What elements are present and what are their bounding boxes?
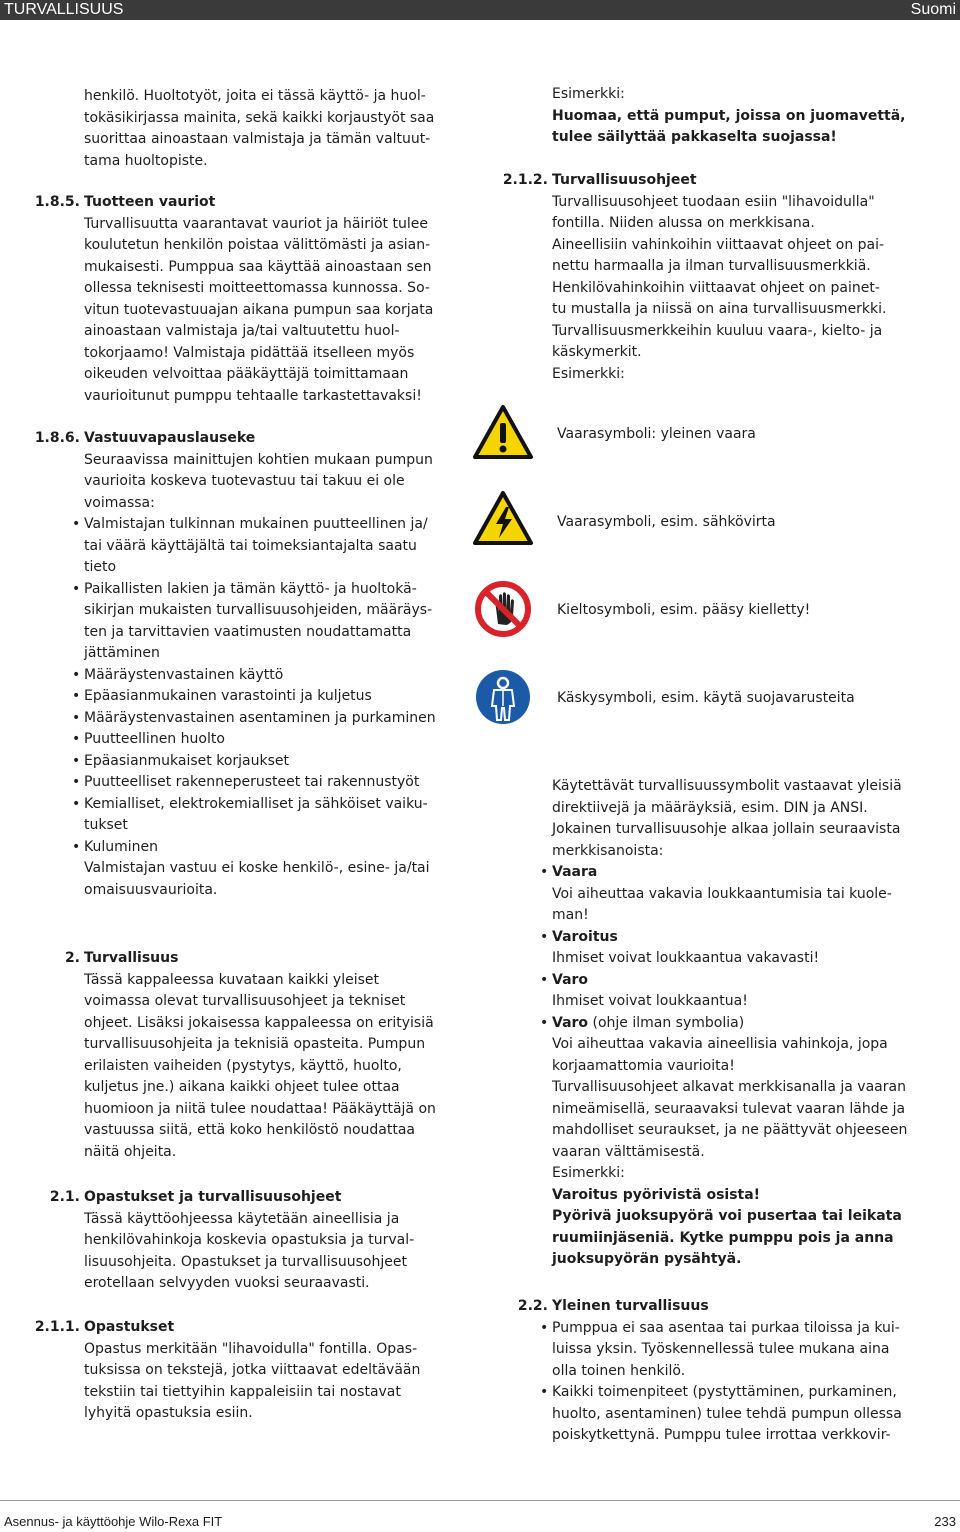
- list-item: • Puutteelliset rakenneperusteet tai rakennustyöt: [84, 772, 454, 794]
- section-number: 2.2.: [517, 1298, 548, 1314]
- page-number: 233: [934, 1514, 956, 1529]
- section-2-2: [517, 1296, 922, 1447]
- section-2-1-1: 2.1.1. Opastukset Opastus merkitään "lihavoidulla" fontilla. Opas- tuksissa on tekstejä, jotka viittaavat edeltävään tekstiin tai tiettyihin kappaleisiin tai nostavat lyhyitä opastuksia esiin.: [84, 1317, 444, 1425]
- header-section-title: TURVALLISUUS: [4, 1, 124, 18]
- section-title: Opastukset ja turvallisuusohjeet: [84, 1189, 342, 1205]
- section-2-1: 2.1. Opastukset ja turvallisuusohjeet Tässä käyttöohjeessa käytetään aineellisia ja henkilövahinkoja koskevia opastuksia ja turval- lisuusohjeita. Opastukset ja turvallisuusohjeet erotellaan selvyyden vuoksi seuraavasti.: [84, 1187, 444, 1295]
- section-title: Vastuuvapauslauseke: [84, 430, 256, 446]
- section-number: 2.1.2.: [502, 172, 548, 188]
- list-item: • Varo (ohje ilman symbolia) Voi aiheuttaa vakavia aineellisia vahinkoja, jopa korjaamattomia vaurioita!: [552, 1013, 922, 1078]
- list-item: • Määräystenvastainen käyttö: [84, 665, 454, 687]
- symbol-label: Kieltosymboli, esim. pääsy kielletty!: [557, 602, 811, 618]
- list-item: • Kuluminen: [84, 837, 454, 859]
- list-item: • Puutteellinen huolto: [84, 729, 454, 751]
- footer-divider: [0, 1500, 960, 1501]
- list-item: • Vaara Voi aiheuttaa vakavia loukkaantumisia tai kuole- man!: [552, 862, 922, 927]
- section-title: Yleinen turvallisuus: [552, 1298, 709, 1314]
- symbol-label: Vaarasymboli, esim. sähkövirta: [557, 514, 776, 530]
- section-2: 2. Turvallisuus Tässä kappaleessa kuvataan kaikki yleiset voimassa olevat turvallisuusohjeet ja tekniset ohjeet. Lisäksi jokaisessa kappaleessa on erityisiä turvallisuusohjeita ja teknisiä opasteita. Pumpun erilaisten vaiheiden (pystytys, käyttö, huolto, kuljetus jne.) aikana kaikki ohjeet tulee ottaa huomioon ja niitä tulee noudattaa! Pääkäyttäjä on vastuussa siitä, että koko henkilöstö noudattaa näitä ohjeita.: [84, 948, 444, 1163]
- general-safety-list: [552, 1318, 922, 1447]
- list-item: • Valmistajan tulkinnan mukainen puutteellinen ja/ tai väärä käyttäjältä tai toimeksiantajalta saatu tieto: [84, 514, 454, 579]
- symbols-explanation: Käytettävät turvallisuussymbolit vastaavat yleisiä direktiivejä ja määräyksiä, esim. DIN ja ANSI. Jokainen turvallisuusohje alkaa jollain seuraavista merkkisanoista: • Vaara Voi aiheuttaa vakavia loukkaantumisia tai kuole- man! • Varoitus Ihmiset voivat loukkaantua vakavasti! • Varo Ihmiset voivat loukkaantua! • Varo (ohje ilman symbolia) Voi aiheuttaa vakavia aineellisia vahinkoja, jopa korjaamattomia vaurioita! Turvallisuusohjeet alkavat merkkisanalla ja vaaran nimeämisellä, seuraavaksi tulevat vaaran lähde ja mahdolliset seuraukset, ja ne päättyvät ohjeeseen vaaran välttämisestä. Esimerkki: Varoitus pyörivistä osista! Pyörivä juoksupyörä voi pusertaa tai leikata ruumiinjäseniä. Kytke pumppu pois ja anna juoksupyörän pysähtyä.: [552, 776, 922, 1271]
- section-2-1-2: 2.1.2. Turvallisuusohjeet Turvallisuusohjeet tuodaan esiin "lihavoidulla" fontilla. Niiden alussa on merkkisana. Aineellisiin vahinkoihin viittaavat ohjeet on pai- nettu harmaalla ja ilman turvallisuusmerkkiä. Henkilövahinkoihin viittaavat ohjeet on painet- tu mustalla ja niissä on aina turvallisuusmerkki. Turvallisuusmerkkeihin kuuluu vaara-, kielto- ja käskymerkit. Esimerkki:: [552, 170, 912, 385]
- list-item: • Paikallisten lakien ja tämän käyttö- ja huoltokä- sikirjan mukaisten turvallisuusohjeiden, määräys- ten ja tarvittavien vaatimusten noudattamatta jättäminen: [84, 579, 454, 665]
- list-item: • Määräystenvastainen asentaminen ja purkaminen: [84, 708, 454, 730]
- section-1-8-5: 1.8.5. Tuotteen vauriot Turvallisuutta vaarantavat vauriot ja häiriöt tulee koulutetun henkilön poistaa välittömästi ja asian- mukaisesti. Pumppua saa käyttää ainoastaan sen ollessa teknisesti moitteettomassa kunnossa. So- vitun tuotevastuuajan aikana pumpun saa korjata ainoastaan valmistaja ja/tai valtuutettu huol- tokorjaamo! Valmistaja pidättää itselleen myös oikeuden velvoittaa pääkäyttäjä toimittamaan vaurioitunut pumppu tehtaalle tarkastettavaksi!: [84, 192, 444, 407]
- page-header: [0, 0, 960, 20]
- warning-general-icon: [472, 404, 534, 460]
- symbol-label: Vaarasymboli: yleinen vaara: [557, 426, 756, 442]
- footer-document-title: Asennus- ja käyttöohje Wilo-Rexa FIT: [4, 1514, 223, 1529]
- exclusion-list: [84, 514, 454, 858]
- mandatory-icon: [474, 668, 532, 726]
- list-item: • Epäasianmukainen varastointi ja kuljetus: [84, 686, 454, 708]
- section-title: Tuotteen vauriot: [84, 194, 216, 210]
- prohibition-icon: [474, 580, 532, 638]
- signal-word-list: [552, 862, 922, 1077]
- warning-electric-icon: [472, 490, 534, 546]
- section-number: 2.1.1.: [34, 1319, 80, 1335]
- list-item: • Kemialliset, elektrokemialliset ja sähköiset vaiku- tukset: [84, 794, 454, 837]
- example-label: Esimerkki:: [552, 86, 625, 102]
- list-item: • Epäasianmukaiset korjaukset: [84, 751, 454, 773]
- list-item: • Pumppua ei saa asentaa tai purkaa tiloissa ja kui- luissa yksin. Työskennellessä tulee mukana aina olla toinen henkilö.: [552, 1318, 922, 1383]
- list-item: • Varoitus Ihmiset voivat loukkaantua vakavasti!: [552, 927, 922, 970]
- section-title: Turvallisuus: [84, 950, 179, 966]
- example-label: Esimerkki:: [552, 1165, 625, 1181]
- section-number: 1.8.5.: [34, 194, 80, 210]
- section-number: 2.1.: [49, 1189, 80, 1205]
- list-item: • Kaikki toimenpiteet (pystyttäminen, purkaminen, huolto, asentaminen) tulee tehdä pumpun ollessa poiskytkettynä. Pumppu tulee irrottaa verkkovir-: [552, 1382, 922, 1447]
- section-1-8-6: 1.8.6. Vastuuvapauslauseke Seuraavissa mainittujen kohtien mukaan pumpun vaurioita koskeva tuotevastuu tai takuu ei ole voimassa: • Valmistajan tulkinnan mukainen puutteellinen ja/ tai väärä käyttäjältä tai toimeksiantajalta saatu tieto • Paikallisten lakien ja tämän käyttö- ja huoltokä- sikirjan mukaisten turvallisuusohjeiden, määräys- ten ja tarvittavien vaatimusten noudattamatta jättäminen • Määräystenvastainen käyttö • Epäasianmukainen varastointi ja kuljetus • Määräystenvastainen asentaminen ja purkaminen • Puutteellinen huolto • Epäasianmukaiset korjaukset • Puutteelliset rakenneperusteet tai rakennustyöt • Kemialliset, elektrokemialliset ja sähköiset vaiku- tukset • Kuluminen Valmistajan vastuu ei koske henkilö-, esine- ja/tai omaisuusvaurioita.: [84, 428, 454, 901]
- header-language: Suomi: [910, 1, 956, 18]
- intro-paragraph: henkilö. Huoltotyöt, joita ei tässä käyttö- ja huol- tokäsikirjassa mainita, sekä kaikki korjaustyöt saa suorittaa ainoastaan valmistaja ja tämän valtuut- tama huoltopiste.: [84, 88, 435, 169]
- symbol-label: Käskysymboli, esim. käytä suojavarusteita: [557, 690, 855, 706]
- example-top: Esimerkki: Huomaa, että pumput, joissa on juomavettä, tulee säilyttää pakkaselta suojassa!: [552, 84, 912, 149]
- section-number: 1.8.6.: [34, 430, 80, 446]
- left-column: [84, 86, 444, 172]
- list-item: • Varo Ihmiset voivat loukkaantua!: [552, 970, 922, 1013]
- section-title: Opastukset: [84, 1319, 175, 1335]
- section-number: 2.: [64, 950, 80, 966]
- section-title: Turvallisuusohjeet: [552, 172, 697, 188]
